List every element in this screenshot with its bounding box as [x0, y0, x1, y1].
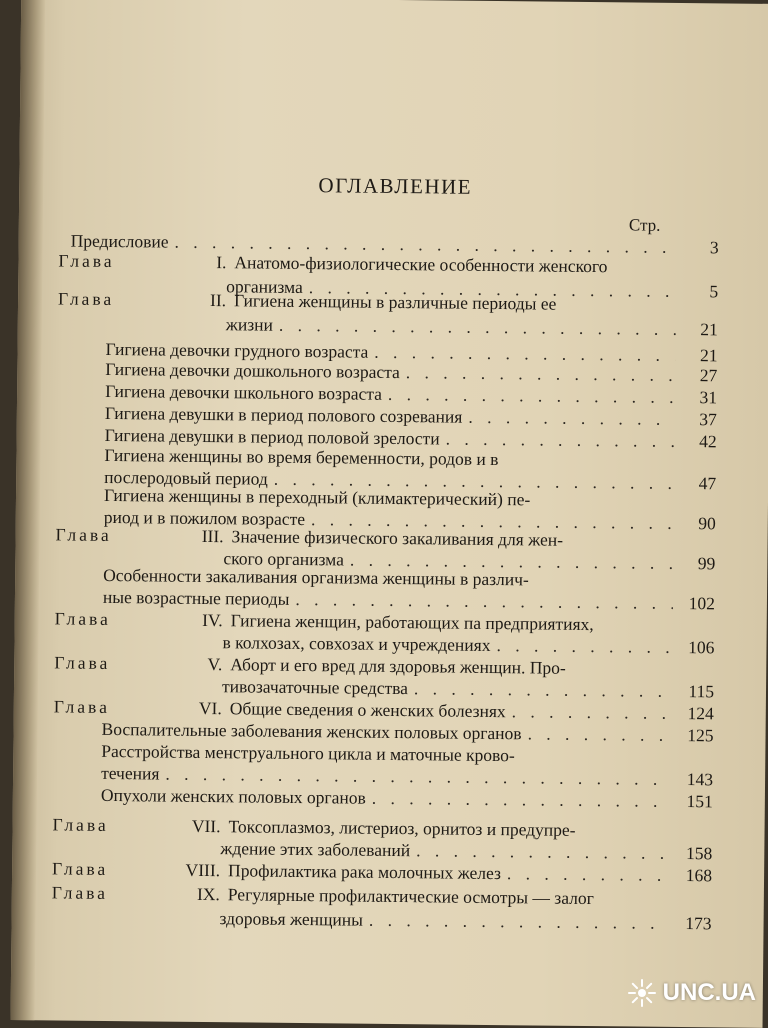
page-number: 42	[699, 431, 717, 452]
chapter-label: Глава	[52, 814, 109, 836]
entry-title-continuation: ского организма	[223, 548, 345, 570]
entry-title-continuation: организма	[226, 276, 303, 298]
chapter-number: VII.	[191, 815, 221, 837]
entry-title: Гигиена женщин, работающих па предприятиях,	[230, 610, 594, 635]
entry-title-continuation: здоровья женщины	[219, 908, 364, 930]
chapter-number: II.	[209, 290, 227, 311]
toc-entry-continuation	[219, 906, 711, 935]
chapter-label: Глава	[53, 696, 111, 718]
sunburst-logo-icon	[627, 978, 657, 1008]
page-number: 168	[685, 865, 713, 886]
page-number: 151	[686, 791, 713, 812]
chapter-label: Глава	[51, 882, 109, 904]
page-number: 31	[699, 387, 718, 408]
entry-title-continuation: жизни	[225, 314, 274, 335]
entry-title: Анатомо-физиологические особенности женского	[234, 252, 608, 277]
page-column-label: Стр.	[628, 215, 661, 235]
chapter-label: Глава	[57, 288, 115, 310]
entry-title: Общие сведения о женских болезнях	[229, 698, 506, 722]
entry-title: Значение физического закаливания для жен-	[231, 526, 564, 550]
entry-title-continuation: в колхозах, совхозах и учреждениях	[222, 632, 491, 655]
page-number: 99	[697, 553, 716, 574]
toc-entry[interactable]	[101, 783, 713, 813]
watermark-text: UNC.UA	[662, 979, 756, 1006]
entry-title: Гигиена девочки грудного возраста	[105, 338, 369, 362]
dot-leader	[369, 908, 670, 935]
entry-title: Особенности закаливания организма женщины в различ-	[103, 564, 529, 590]
chapter-number: VI.	[198, 697, 222, 719]
dot-leader	[279, 313, 676, 341]
entry-title: Гигиена девушки в период половой зрелости	[104, 424, 440, 449]
toc-entry-continuation	[226, 312, 718, 341]
entry-title-continuation: течения	[101, 762, 160, 784]
entry-title-continuation: тивозачаточные средства	[221, 676, 409, 699]
chapter-number: IX.	[196, 883, 220, 905]
chapter-number: III.	[201, 525, 224, 547]
page-number: 124	[687, 703, 714, 724]
page-number: 125	[687, 725, 714, 746]
book-gutter	[11, 0, 46, 1020]
chapter-label: Глава	[54, 608, 111, 630]
entry-title: Регулярные профилактические осмотры — залог	[227, 884, 594, 909]
entry-title: Профилактика рака молочных желез	[228, 860, 502, 884]
entry-title: Гигиена женщины во время беременности, родов и в	[104, 444, 499, 470]
page-number: 158	[685, 843, 713, 864]
entry-title: Предисловие	[70, 230, 169, 252]
chapter-number: V.	[207, 654, 223, 675]
entry-title-continuation: риод и в пожилом возрасте	[103, 506, 306, 530]
dot-leader	[372, 786, 671, 813]
page-number: 102	[688, 593, 716, 614]
page-number: 115	[688, 681, 715, 702]
page-number: 37	[699, 409, 717, 430]
chapter-label: Глава	[55, 524, 112, 546]
page-number: 106	[688, 637, 715, 658]
entry-title: Гигиена девушки в период полового созревания	[104, 402, 463, 427]
watermark	[627, 978, 756, 1008]
entry-title: Гигиена женщины в переходный (климактерический) пе-	[103, 484, 531, 510]
page-number: 90	[698, 513, 716, 534]
page-number: 173	[685, 913, 712, 934]
chapter-label: Глава	[54, 652, 111, 674]
chapter-number: I.	[216, 252, 227, 273]
chapter-number: VIII.	[185, 859, 221, 881]
entry-title: Гигиена девочки школьного возраста	[105, 380, 383, 404]
page-number: 47	[698, 473, 717, 494]
entry-title: Гигиена девочки дошкольного возраста	[105, 358, 400, 383]
toc-title: ОГЛАВЛЕНИЕ	[318, 173, 473, 199]
page-number: 21	[700, 319, 718, 340]
page-number: 21	[699, 345, 718, 366]
page-number: 27	[699, 365, 718, 386]
page-number: 143	[686, 769, 714, 790]
entry-title: Токсоплазмоз, листериоз, орнитоз и предупре-	[228, 816, 576, 840]
book-page	[11, 0, 768, 1028]
entry-title: Аборт и его вред для здоровья женщин. Про-	[230, 654, 566, 678]
chapter-label: Глава	[52, 858, 109, 880]
entry-title: Воспалительные заболевания женских половых органов	[101, 718, 522, 744]
dot-leader	[507, 861, 670, 887]
chapter-number: IV.	[202, 609, 223, 631]
entry-title: Опухоли женских половых органов	[100, 784, 366, 808]
chapter-label: Глава	[58, 250, 115, 272]
entry-title-continuation: ждение этих заболеваний	[220, 838, 411, 861]
page-number: 3	[709, 237, 719, 258]
entry-title-continuation: послеродовый период	[104, 466, 268, 489]
entry-title: Гигиена женщины в различные периоды ее	[233, 290, 557, 314]
entry-title-continuation: ные возрастные периоды	[102, 586, 290, 609]
page-number: 5	[709, 281, 719, 302]
entry-title: Расстройства менструального цикла и маточные крово-	[101, 740, 515, 766]
